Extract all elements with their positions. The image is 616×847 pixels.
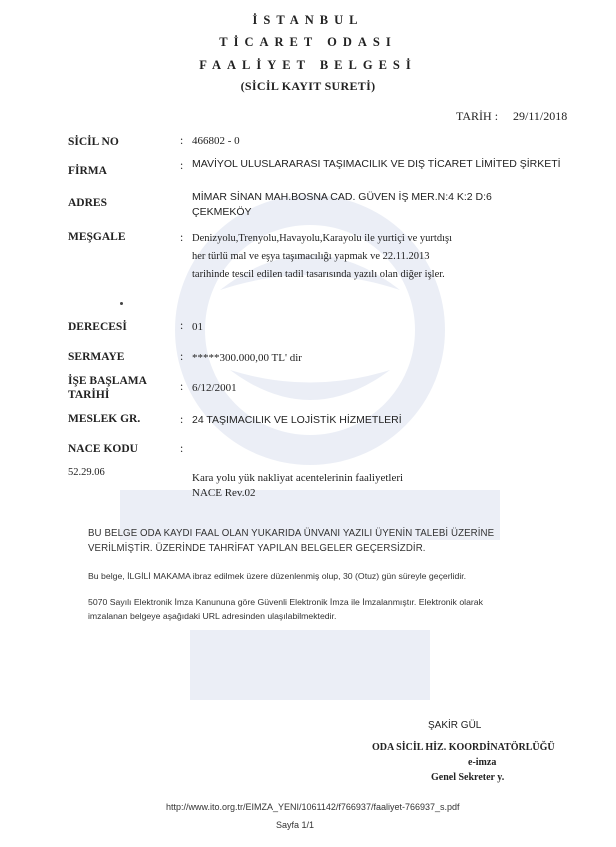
field-colon: :: [180, 160, 184, 172]
field-value-meslek-grubu: 24 TAŞIMACILIK VE LOJİSTİK HİZMETLERİ: [192, 414, 402, 426]
notice-validity-line2: VERİLMİŞTİR. ÜZERİNDE TAHRİFAT YAPILAN BELGELER GEÇERSİZDİR.: [88, 543, 426, 554]
field-label-adres: ADRES: [68, 197, 107, 209]
signer-role: Genel Sekreter y.: [431, 772, 505, 783]
notice-validity-line1: BU BELGE ODA KAYDI FAAL OLAN YUKARIDA ÜNVANI YAZILI ÜYENİN TALEBİ ÜZERİNE: [88, 528, 495, 539]
field-colon: :: [180, 135, 184, 147]
nace-code: 52.29.06: [68, 467, 105, 478]
header-document-type: FAALİYET BELGESİ: [199, 58, 417, 72]
signer-eimza: e-imza: [468, 757, 497, 768]
notice-usage: Bu belge, İLGİLİ MAKAMA ibraz edilmek üzere düzenlenmiş olup, 30 (Otuz) gün süreyle geçerlidir.: [88, 571, 467, 581]
field-colon: :: [180, 232, 184, 244]
field-colon: :: [180, 414, 184, 426]
signer-name: ŞAKİR GÜL: [428, 720, 482, 731]
notice-esignature-line1: 5070 Sayılı Elektronik İmza Kanununa göre Güvenli Elektronik İmza ile İmzalanmıştır. Elektronik olarak: [88, 597, 483, 607]
nace-description: Kara yolu yük nakliyat acentelerinin faaliyetleri: [192, 472, 404, 484]
header-city: İSTANBUL: [252, 13, 364, 27]
stray-dot: [120, 302, 123, 305]
field-label-nace-kodu: NACE KODU: [68, 443, 138, 455]
signer-office: ODA SİCİL HİZ. KOORDİNATÖRLÜĞÜ: [372, 742, 555, 753]
field-value-sermaye: *****300.000,00 TL' dir: [192, 352, 302, 364]
field-label-sicil-no: SİCİL NO: [68, 136, 119, 148]
field-label-derecesi: DERECESİ: [68, 321, 127, 333]
field-value-sicil-no: 466802 - 0: [192, 135, 240, 147]
page-number: Sayfa 1/1: [276, 820, 315, 830]
field-colon: :: [180, 320, 184, 332]
field-value-firma: MAVİYOL ULUSLARARASI TAŞIMACILIK VE DIŞ TİCARET LİMİTED ŞİRKETİ: [192, 158, 561, 170]
field-label-meslek-grubu: MESLEK GR.: [68, 413, 141, 425]
field-label-firma: FİRMA: [68, 165, 107, 177]
date-value: 29/11/2018: [513, 109, 568, 123]
field-value-adres: MİMAR SİNAN MAH.BOSNA CAD. GÜVEN İŞ MER.N:4 K:2 D:6 ÇEKMEKÖY: [192, 191, 492, 218]
field-colon: :: [180, 381, 184, 393]
document-url[interactable]: http://www.ito.org.tr/EIMZA_YENI/1061142/f766937/faaliyet-766937_s.pdf: [166, 802, 460, 812]
field-colon: :: [180, 443, 184, 455]
notice-esignature-line2: imzalanan belgeye aşağıdaki URL adresinden ulaşılabilmektedir.: [88, 611, 337, 621]
field-colon: :: [180, 351, 184, 363]
field-value-ise-baslama-tarihi: 6/12/2001: [192, 382, 237, 394]
nace-revision: NACE Rev.02: [192, 487, 256, 499]
field-value-derecesi: 01: [192, 321, 203, 333]
field-label-ise-baslama-tarihi: İŞE BAŞLAMA TARİHİ: [68, 375, 147, 401]
date-label: TARİH :: [456, 109, 499, 123]
header-chamber: TİCARET ODASI: [219, 35, 397, 49]
header-subtitle: (SİCİL KAYIT SURETİ): [240, 79, 376, 93]
field-label-sermaye: SERMAYE: [68, 351, 125, 363]
field-value-mesgale: Denizyolu,Trenyolu,Havayolu,Karayolu ile yurtiçi ve yurtdışı her türlü mal ve eşya taşımacılığı yapmak ve 22.11.2013 tarihinde tescil edilen tadil tasarısında yazılı olan diğer işler.: [192, 233, 453, 280]
field-label-mesgale: MEŞGALE: [68, 231, 126, 243]
